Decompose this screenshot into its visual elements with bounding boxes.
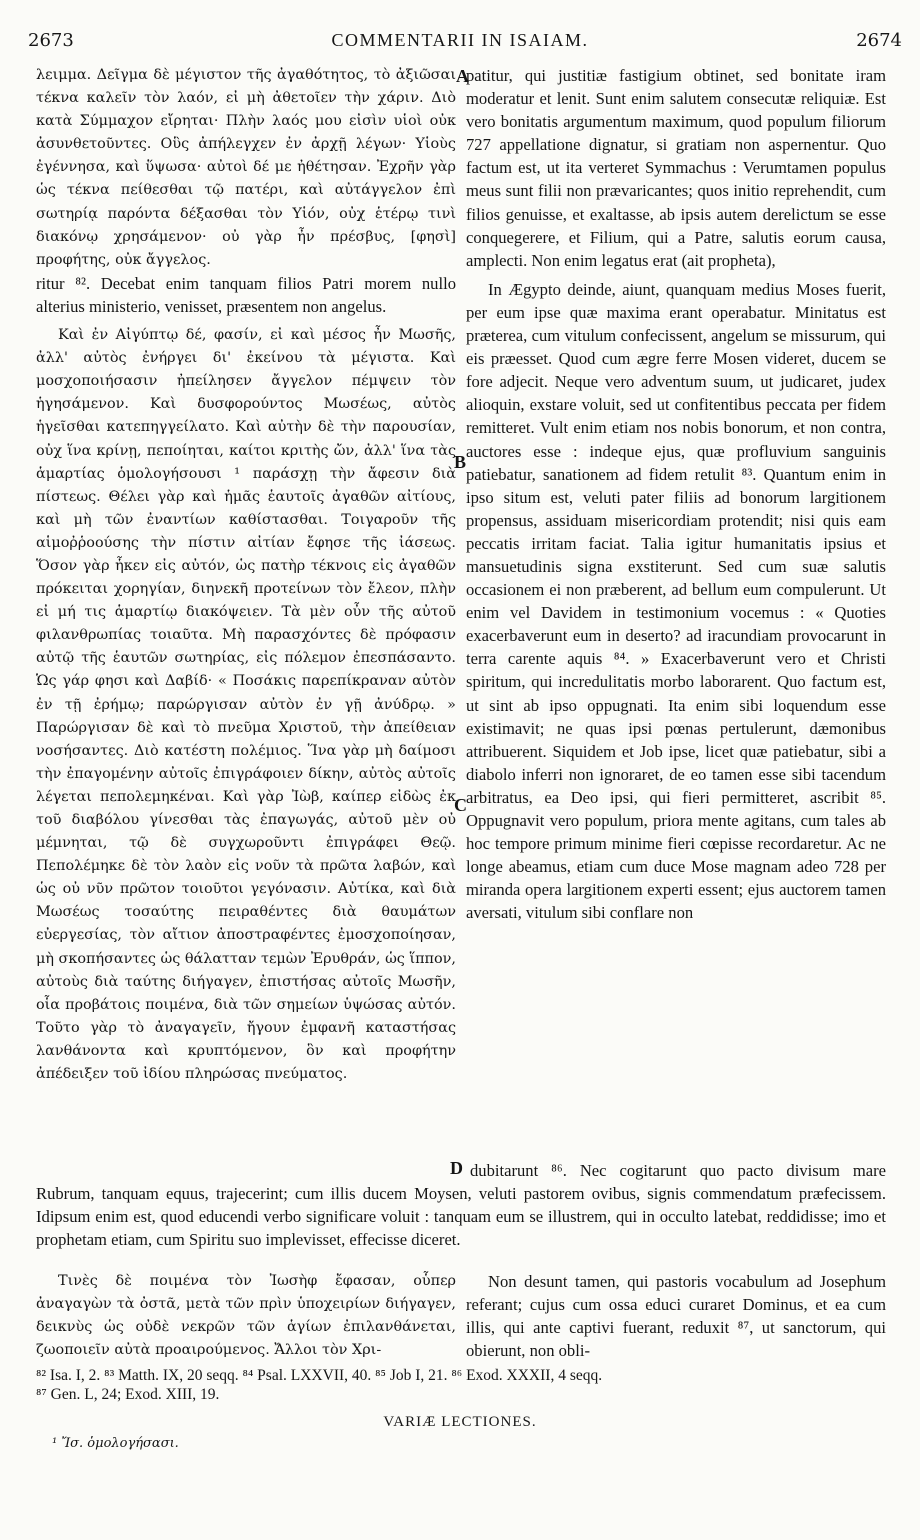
page-header bbox=[18, 30, 902, 58]
greek-bottom bbox=[36, 1270, 456, 1366]
footnote-line-1: ⁸² Isa. I, 2. ⁸³ Matth. IX, 20 seqq. ⁸⁴ Psal. LXXVII, 40. ⁸⁵ Job I, 21. ⁸⁶ Exod. XXXII, 4 seqq. bbox=[36, 1367, 603, 1384]
variae-lectiones-title: VARIÆ LECTIONES. bbox=[383, 1414, 537, 1430]
marker-d: D bbox=[450, 1158, 463, 1178]
footnotes bbox=[36, 1366, 886, 1404]
footnote-line-2: ⁸⁷ Gen. L, 24; Exod. XIII, 19. bbox=[36, 1386, 220, 1403]
latin-bottom bbox=[466, 1270, 886, 1366]
marker-c: C bbox=[454, 795, 467, 815]
latin-fragment-left: ritur ⁸². Decebat enim tanquam filios Patri morem nullo alterius ministerio, venisset, præsentem non angelus. bbox=[36, 273, 456, 316]
latin-paragraph-1: patitur, qui justitiæ fastigium obtinet, sed bonitate iram moderatur et lenit. Sunt enim salutem consecutæ reliquiæ. Est vero bonitatis argumentum maximum, quod populum filiorum 727 appellatione dignatur, si gratiam non aspernentur. Quo factum est, ut ita verteret Symmachus : Verumtamen populus meus sunt filii non prævaricantes; quos initio reprehendit, cum filios genuisse, et exaltasse, ab ipsis autem derelictum se esse conquegerere, et Filium, qui a Patre, salutis eorum causa, amplecti. Non enim legatus erat (ait propheta), bbox=[466, 66, 886, 270]
page-number-left: 2673 bbox=[28, 30, 74, 51]
greek-paragraph-1: λειμμα. Δεῖγμα δὲ μέγιστον τῆς ἀγαθότητος, τὸ ἀξιῶσαι τέκνα καλεῖν τὸν λαόν, εἰ μὴ ἀθετοῖεν τὴν χάριν. Διὸ κατὰ Σύμμαχον εἴρηται· Πλὴν λαός μου εἰσὶν υἱοὶ οὐκ ἀσυνθετοῦντες. Οὓς ἀπήλεγχεν ἐν ἀρχῇ λέγων· Υἱοὺς ἐγέννησα, καὶ ὕψωσα· αὐτοὶ δέ με ἠθέτησαν. Ἐχρῆν γὰρ ὡς τέκνα πείθεσθαι τῷ πατέρι, καὶ αὐτάγγελον ἐπὶ σωτηρίᾳ παρόντα δέξασθαι τὸν Υἱόν, οὐχ ἑτέρῳ τινὶ διακόνῳ χρησάμενον· οὐ γὰρ ἦν πρέσβυς, [φησὶ] προφήτης, οὐκ ἄγγελος. bbox=[36, 67, 456, 268]
greek-bottom-paragraph: Τινὲς δὲ ποιμένα τὸν Ἰωσὴφ ἔφασαν, οὗπερ ἀναγαγὼν τὰ ὀστᾶ, μετὰ τῶν πρὶν ὑποχειρίων διήγαγεν, δεικνὺς ὡς οὐδὲ νεκρῶν τῶν ἁγίων ἐπιλανθάνεται, ζωοποιεῖν αὐτὰ προαιρούμενος. Ἄλλοι τὸν Χρι- bbox=[36, 1273, 456, 1359]
greek-paragraph-2: Καὶ ἐν Αἰγύπτῳ δέ, φασίν, εἰ καὶ μέσος ἦν Μωσῆς, ἀλλ' αὐτὸς ἐνήργει δι' ἐκείνου τὰ μέγιστα. Καὶ μοσχοποιήσασιν ἠπείλησεν ἄγγελον πέμψειν τὸν ἡγησάμενον. Καὶ δυσφορούντος Μωσέως, αὐτὸς ἡγεῖσθαι κατεπηγγείλατο. Καὶ αὐτὴν δὲ τὴν παρουσίαν, οὐχ ἵνα κρίνῃ, πεποίηται, καίτοι κριτὴς ὤν, ἀλλ' ἵνα τὰς ἁμαρτίας ὁμολογήσουσι ¹ παράσχῃ τὴν ἄφεσιν διὰ πίστεως. Θέλει γὰρ καὶ ἡμᾶς ἑαυτοῖς ἀγαθῶν αἰτίους, καὶ μὴ τῶν ἐναντίων καθίστασθαι. Τοιγαροῦν τῆς αἱμοῤῥοούσης τὴν πίστιν αἰτίαν ἔφησε τῆς ἰάσεως. Ὅσον γὰρ ἧκεν εἰς αὐτόν, ὡς πατὴρ τέκνοις εἰς ἀγαθῶν πρόκειται χορηγίαν, διηνεκῆ προτείνων τὸν ἔλεον, πλὴν εἰ μή τις ἁμαρτίῳ διακόψειεν. Τὰ μὲν οὖν τῆς αὐτοῦ φιλανθρωπίας τοιαῦτα. Μὴ παρασχόντες δὲ πρόφασιν αὐτῷ τῆς ἑαυτῶν σωτηρίας, εἰς πόλεμον ἐπεσπάσαντο. Ὡς γάρ φησι καὶ Δαβίδ· « Ποσάκις παρεπίκραναν αὐτὸν ἐν τῇ ἐρήμῳ; παρώργισαν αὐτὸν ἐν γῇ ἀνύδρῳ. » Παρώργισαν δὲ καὶ τὸ πνεῦμα Χριστοῦ, τὴν ἀπείθειαν νοσήσαντες. Διὸ κατέστη πολέμιος. Ἵνα γὰρ μὴ δαίμοσι τὴν ἐπαγομένην αὐτοῖς ἐπιγράφοιεν δίκην, αὐτὸς αὐτοῖς λέγεται πεπολεμηκέναι. Καὶ γὰρ Ἰὼβ, καίπερ εἰδὼς ἐκ τοῦ διαβόλου γίνεσθαι τὰς ἐπαγωγάς, αὐτοῦ μὲν οὐ μέμνηται, τῷ δὲ συγχωροῦντι ἐπιγράφει Θεῷ. Πεπολέμηκε δὲ τὸν λαὸν εἰς νοῦν τὰ πρῶτα λαβών, καὶ ὡς οὐ νῦν πρῶτον τοιοῦτοι γεγόνασιν. Αὐτίκα, καὶ διὰ Μωσέως τοσαύτης πειραθέντες διὰ θαυμάτων εὐεργεσίας, τὸν αἴτιον ἀποστραφέντες ἐμοσχοποίησαν, μὴ σκοπήσαντες ὡς θάλατταν τεμὼν Ἐρυθράν, ὡς ἵππον, αὐτοὺς διὰ ταύτης διήγαγεν, ἐπιστήσας αὐτοῖς Μωσῆν, οἷα προβάτοις ποιμένα, διὰ τῶν σημείων ὑψώσας αὐτόν. Τοῦτο γὰρ τὸ ἀναγαγεῖν, ἤγουν ἐμφανῆ καταστήσας λανθάνοντα καὶ κρυπτόμενον, ὃν καὶ προφήτην ἀπέδειξεν τοῦ ἰδίου πληρώσας πνεύματος. bbox=[36, 327, 456, 1083]
full-width-paragraph bbox=[36, 1160, 886, 1262]
variae-lectiones-note: ¹ Ἴσ. ὁμολογήσασι. bbox=[52, 1436, 179, 1451]
marker-b: B bbox=[454, 452, 467, 472]
full-width-text: dubitarunt ⁸⁶. Nec cogitarunt quo pacto divisum mare Rubrum, tanquam equus, trajecerint; cum illis ducem Moysen, veluti pastorem ovibus, signis commendatum præfecissem. Idipsum enim est, quod educendi verbo significare voluit : tanquam eum se illustrem, qui in occulto latebat, reddidisse; imo et prophetam etiam, cum Spiritu suo implevisset, effecisse diceret. bbox=[36, 1161, 886, 1249]
page-number-right: 2674 bbox=[856, 30, 902, 51]
greek-column bbox=[36, 64, 456, 1083]
latin-column bbox=[466, 64, 886, 923]
latin-paragraph-2: In Ægypto deinde, aiunt, quanquam medius Moses fuerit, per eum ipse quæ maxima erant operabatur. Minitatus est præterea, cum vitulum confecissent, angelum se missurum, qui eis præesset. Quod cum ægre ferre Mosen videret, ducem se fore adjecit. Neque vero adventum suum, ut judicaret, judex alioquin, exstare voluit, sed ut confitentibus peccata per fidem remitteret. Vult enim etiam nos nobis bonorum, et non contra, auctores esse : indeque ejus, quæ profluvium sanguinis patiebatur, sanationem ad fidem retulit ⁸³. Quantum enim in ipso situm est, veluti pater filiis ad bonorum largitionem propensus, assiduam misericordiam protendit; nisi quis eam peccatis irritam faciat. Talia igitur humanitatis ipsius et mansuetudinis signa exstiterunt. Sed cum suæ salutis occasionem ei non præberent, ad bellum eum compulerunt. Ut enim vel Davidem in testimonium vocemus : « Quoties exacerbaverunt eum in deserto? ad iracundiam provocarunt in terra carente aquis ⁸⁴. » Exacerbaverunt vero et Christi spiritum, qui incredulitatis morbo laborarent. Quo factum est, ut sint ab ipso oppugnati. Ita enim sibi loquendum esse existimavit; ne quas ipsi pœnas pertulerunt, dæmonibus attribuerent. Siquidem et Job ipse, licet quæ patiebatur, sibi a diabolo inferri non ignoraret, de eo tamen esse sibi tacendum arbitratus, ea Deo ipsi, qui fieri permitteret, ascribit ⁸⁵. Oppugnavit vero populum, priora mente agitans, cum tales ab hoc tempore primum minime fieri cœpisse recordaretur. Ac ne longe abeamus, etiam cum duce Mose magnam adeo 728 per miranda opera largitionem experti essent; ejus auctorem tamen aversati, vitulum sibi conflare non bbox=[466, 279, 886, 923]
latin-bottom-paragraph: Non desunt tamen, qui pastoris vocabulum ad Josephum referant; cujus cum ossa educi curaret Dominus, et ea cum illis, qui ante captivi fuerant, reduxit ⁸⁷, ut sanctorum, qui obierunt, non obli- bbox=[466, 1272, 886, 1361]
running-title: COMMENTARII IN ISAIAM. bbox=[331, 30, 589, 50]
marker-a: A bbox=[456, 66, 469, 86]
